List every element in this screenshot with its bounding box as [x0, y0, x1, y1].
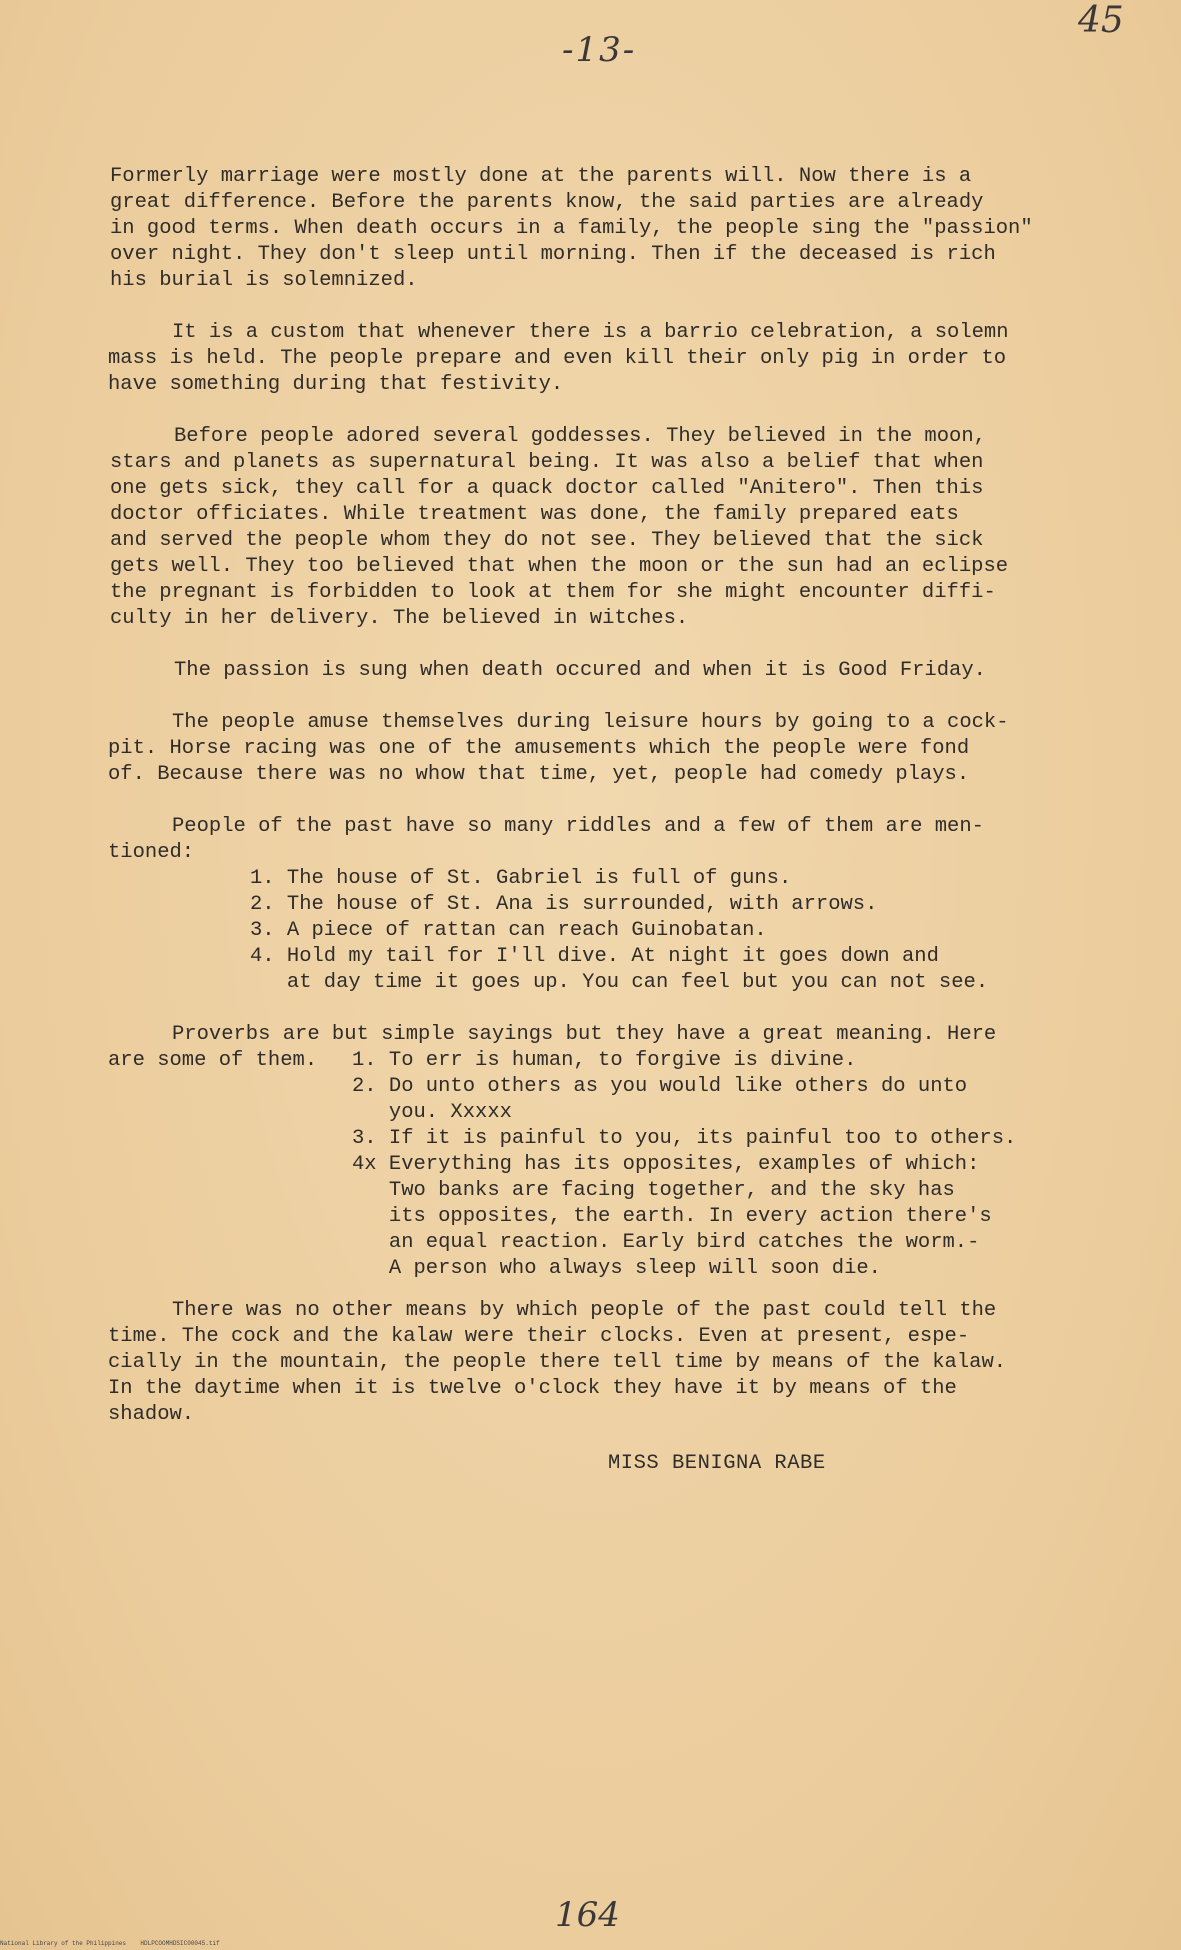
text-line: There was no other means by which people of the past could tell the — [172, 1299, 997, 1322]
text-line: The passion is sung when death occured and when it is Good Friday. — [174, 659, 986, 682]
author-signature: MISS BENIGNA RABE — [608, 1452, 826, 1475]
text-line: stars and planets as supernatural being. It was also a belief that when — [110, 451, 984, 474]
list-item: you. Xxxxx — [352, 1101, 512, 1124]
list-item: 1. The house of St. Gabriel is full of guns. — [250, 867, 792, 890]
text-line: culty in her delivery. The believed in witches. — [110, 607, 689, 630]
text-line: In the daytime when it is twelve o'clock they have it by means of the — [108, 1377, 957, 1400]
text-line: time. The cock and the kalaw were their clocks. Even at present, espe- — [108, 1325, 970, 1348]
text-line: have something during that festivity. — [108, 373, 564, 396]
list-item: an equal reaction. Early bird catches the worm.- — [352, 1231, 980, 1254]
text-line: and served the people whom they do not see. They believed that the sick — [110, 529, 984, 552]
text-line: over night. They don't sleep until morning. Then if the deceased is rich — [110, 243, 996, 266]
text-line: in good terms. When death occurs in a family, the people sing the "passion" — [110, 217, 1033, 240]
text-line: People of the past have so many riddles and a few of them are men- — [172, 815, 984, 838]
page-number: -13- — [562, 30, 637, 70]
text-line: his burial is solemnized. — [110, 269, 418, 292]
text-line: shadow. — [108, 1403, 195, 1426]
folio-number: 45 — [1078, 0, 1124, 41]
text-line: great difference. Before the parents know, the said parties are already — [110, 191, 984, 214]
paragraph-beliefs — [110, 424, 1090, 632]
text-line: cially in the mountain, the people there tell time by means of the kalaw. — [108, 1351, 1007, 1374]
text-line: are some of them. — [108, 1049, 318, 1072]
paragraph-passion — [174, 658, 1154, 684]
list-item: Two banks are facing together, and the sky has — [352, 1179, 955, 1202]
list-item: 3. A piece of rattan can reach Guinobatan. — [250, 919, 767, 942]
text-line: It is a custom that whenever there is a barrio celebration, a solemn — [172, 321, 1009, 344]
proverbs-list — [352, 1048, 1016, 1282]
list-item: 2. The house of St. Ana is surrounded, with arrows. — [250, 893, 878, 916]
text-line: the pregnant is forbidden to look at them for she might encounter diffi- — [110, 581, 996, 604]
list-item: 4. Hold my tail for I'll dive. At night it goes down and — [250, 945, 939, 968]
text-line: mass is held. The people prepare and even kill their only pig in order to — [108, 347, 1007, 370]
paragraph-telling-time — [108, 1298, 1088, 1428]
text-line: tioned: — [108, 841, 195, 864]
list-item: at day time it goes up. You can feel but you can not see. — [250, 971, 989, 994]
text-line: one gets sick, they call for a quack doctor called "Anitero". Then this — [110, 477, 984, 500]
list-item: 2. Do unto others as you would like others do unto — [352, 1075, 968, 1098]
text-line: pit. Horse racing was one of the amusements which the people were fond — [108, 737, 970, 760]
paragraph-riddles-intro — [108, 814, 1088, 866]
paragraph-marriage-death — [110, 164, 1090, 294]
list-item: 3. If it is painful to you, its painful too to others. — [352, 1127, 1017, 1150]
text-line: gets well. They too believed that when the moon or the sun had an eclipse — [110, 555, 1009, 578]
text-line: Proverbs are but simple sayings but they have a great meaning. Here — [172, 1023, 997, 1046]
list-item: 4x Everything has its opposites, examples of which: — [352, 1153, 980, 1176]
text-line: Before people adored several goddesses. They believed in the moon, — [174, 425, 986, 448]
text-line: doctor officiates. While treatment was done, the family prepared eats — [110, 503, 959, 526]
archive-footer: National Library of the Philippines HDLPCOOMHDSIC00045.tif — [0, 1940, 220, 1947]
riddles-list — [250, 866, 988, 996]
list-item: A person who always sleep will soon die. — [352, 1257, 881, 1280]
paragraph-barrio-celebration — [108, 320, 1088, 398]
list-item: 1. To err is human, to forgive is divine. — [352, 1049, 857, 1072]
text-line: of. Because there was no whow that time, yet, people had comedy plays. — [108, 763, 970, 786]
page-stamp: 164 — [555, 1895, 620, 1935]
paragraph-amusements — [108, 710, 1088, 788]
text-line: Formerly marriage were mostly done at the parents will. Now there is a — [110, 165, 972, 188]
text-line: The people amuse themselves during leisure hours by going to a cock- — [172, 711, 1009, 734]
list-item: its opposites, the earth. In every action there's — [352, 1205, 992, 1228]
